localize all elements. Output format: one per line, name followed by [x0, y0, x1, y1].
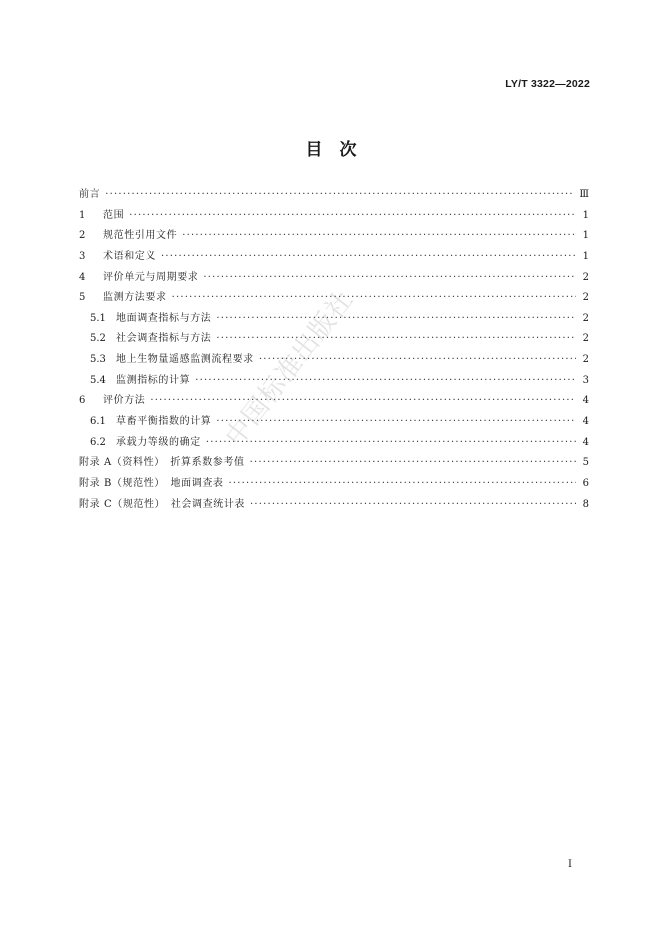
toc-entry-text: 附录 B（规范性） 地面调查表: [79, 477, 224, 489]
toc-entry-page: 2: [582, 354, 589, 366]
toc-entry-number: 5.2: [90, 333, 106, 345]
toc-entry-6-2[interactable]: [79, 433, 589, 454]
toc-leader-dots: [229, 474, 576, 495]
toc-entry-page: 5: [582, 457, 589, 469]
toc-entry-number: 3: [79, 250, 86, 262]
toc-entry-number: 5: [79, 292, 86, 304]
toc-entry-page: 1: [582, 209, 589, 221]
toc-entry-foreword[interactable]: [79, 185, 589, 206]
toc-entry-page: 2: [582, 292, 589, 304]
toc-entry-page: 3: [582, 374, 589, 386]
toc-entry-number: 6: [79, 395, 86, 407]
toc-entry-text: 草畜平衡指数的计算: [116, 416, 212, 428]
toc-entry-text: 术语和定义: [103, 250, 156, 262]
toc-entry-text: 评价单元与周期要求: [103, 271, 199, 283]
toc-entry-number: 6.2: [90, 436, 106, 448]
toc-entry-text: 附录 A（资料性） 折算系数参考值: [79, 457, 245, 469]
toc-leader-dots: [172, 288, 576, 309]
toc-entry-text: 评价方法: [103, 395, 146, 407]
publisher-watermark: 中国标准出版社: [219, 284, 360, 453]
toc-entry-1[interactable]: [79, 206, 589, 227]
toc-leader-dots: [216, 309, 576, 330]
toc-entry-page: 8: [582, 498, 589, 510]
standard-code: LY/T 3322—2022: [505, 78, 590, 90]
toc-leader-dots: [250, 495, 576, 516]
toc-entry-page: 2: [582, 312, 589, 324]
page-number: Ⅰ: [568, 859, 572, 870]
toc-leader-dots: [150, 391, 576, 412]
toc-entry-text: 地上生物量遥感监测流程要求: [116, 354, 254, 366]
toc-entry-appendix-b[interactable]: [79, 474, 589, 495]
toc-entry-text: 社会调查指标与方法: [116, 333, 212, 345]
toc-entry-text: 规范性引用文件: [103, 230, 178, 242]
toc-leader-dots: [250, 453, 576, 474]
toc-entry-page: 4: [582, 395, 589, 407]
toc-entry-text: 附录 C（规范性） 社会调查统计表: [79, 498, 246, 510]
toc-entry-page: 2: [582, 333, 589, 345]
toc-entry-page: Ⅲ: [579, 189, 589, 200]
toc-entry-page: 1: [582, 250, 589, 262]
toc-leader-dots: [203, 268, 576, 289]
toc-entry-number: 5.3: [90, 354, 106, 366]
toc-entry-text: 承载力等级的确定: [116, 436, 201, 448]
toc-leader-dots: [216, 329, 576, 350]
toc-entry-page: 2: [582, 271, 589, 283]
toc-entry-page: 4: [582, 436, 589, 448]
toc-entry-appendix-c[interactable]: [79, 495, 589, 516]
toc-entry-number: 5.4: [90, 374, 106, 386]
toc-entry-page: 1: [582, 230, 589, 242]
toc-leader-dots: [129, 206, 576, 227]
toc-entry-number: 2: [79, 230, 86, 242]
toc-entry-5-3[interactable]: [79, 350, 589, 371]
toc-entry-5-4[interactable]: [79, 371, 589, 392]
toc-entry-number: 1: [79, 209, 86, 221]
toc-entry-text: 监测方法要求: [103, 292, 167, 304]
table-of-contents: [79, 185, 589, 515]
toc-entry-number: 6.1: [90, 416, 106, 428]
toc-entry-text: 范围: [103, 209, 125, 221]
page-title: 目 次: [305, 140, 357, 160]
toc-entry-3[interactable]: [79, 247, 589, 268]
toc-entry-page: 6: [582, 477, 589, 489]
toc-entry-number: 4: [79, 271, 86, 283]
toc-leader-dots: [182, 226, 576, 247]
toc-entry-2[interactable]: [79, 226, 589, 247]
toc-leader-dots: [105, 185, 574, 206]
toc-entry-6[interactable]: [79, 391, 589, 412]
toc-entry-number: 5.1: [90, 312, 106, 324]
toc-leader-dots: [161, 247, 576, 268]
toc-entry-6-1[interactable]: [79, 412, 589, 433]
toc-entry-page: 4: [582, 416, 589, 428]
toc-entry-text: 地面调查指标与方法: [116, 312, 212, 324]
toc-entry-text: 监测指标的计算: [116, 374, 191, 386]
toc-leader-dots: [206, 433, 576, 454]
toc-entry-appendix-a[interactable]: [79, 453, 589, 474]
toc-entry-text: 前言: [79, 189, 101, 200]
